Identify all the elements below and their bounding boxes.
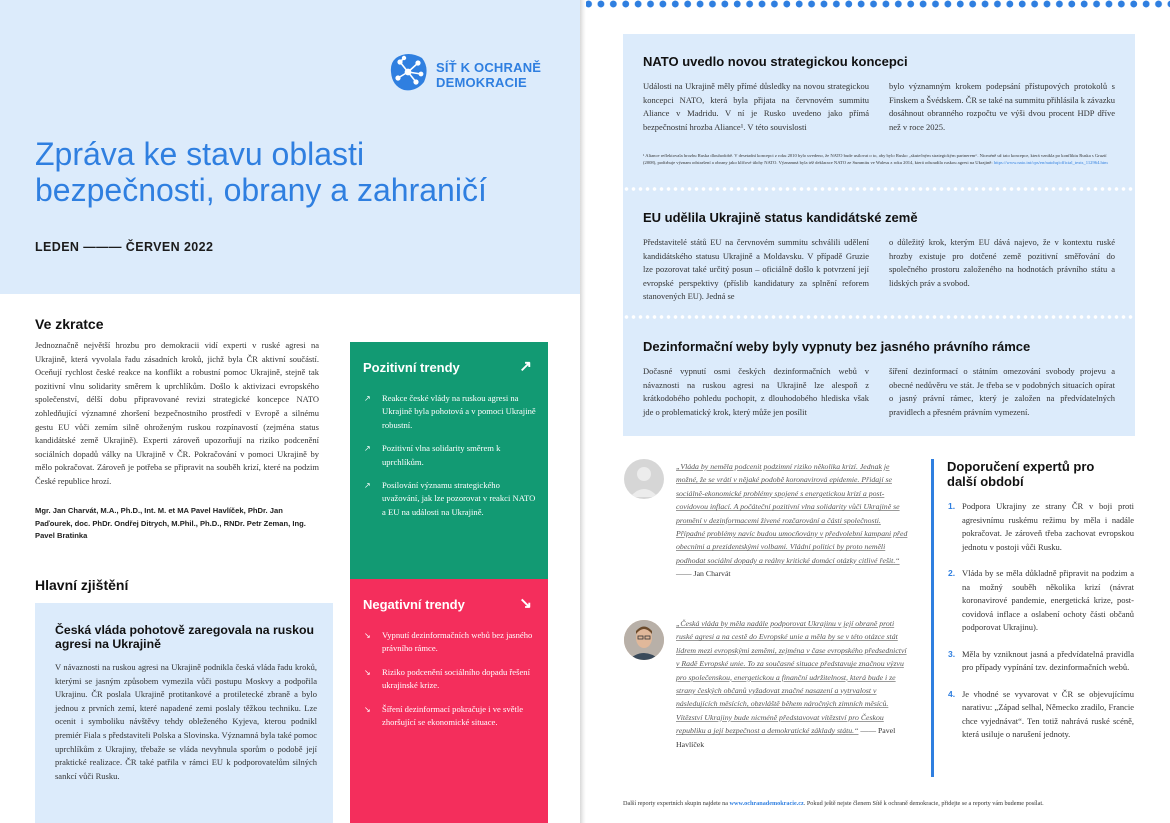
quote-charvat: [676, 460, 908, 581]
logo-line1: SÍŤ K OCHRANĚ: [436, 59, 542, 75]
list-item: 4. Je vhodné se vyvarovat v ČR se objevujícímu narativu: „Západ selhal, Německo zradilo, Francie chce vyjednávat“. Ten totiž nahrává ruské scéně, která usiluje o narušení jednoty.: [948, 688, 1134, 739]
disinfo-col2: šíření dezinformací o státním omezování svobody projevu a obecné nedůvěru ve stát. Je třeba se v podobných situacích opírat o jasný právní rámec, který je založen na předvídatelných pravidlech a přesném právním vymezení.: [889, 366, 1115, 417]
nato-col2: bylo významným krokem podepsání přístupových protokolů s Finskem a Švédskem. ČR se také na summitu přihlásila k závazku dosáhnout obranného rozpočtu ve výši dvou procent HDP dříve než v roce 2025.: [889, 81, 1115, 132]
arrow-up-right-icon: ↗: [364, 394, 371, 403]
news-box: [623, 34, 1135, 436]
summary-authors: Mgr. Jan Charvát, M.A., Ph.D., Int. M. et MA Pavel Havlíček, PhDr. Jan Paďourek, doc. PhDr. Ondřej Ditrych, M.Phil., Ph.D., RNDr. Petr Zeman, Ing. Pavel Bratinka: [35, 506, 306, 541]
page-title: [35, 136, 555, 208]
eu-col2: o důležitý krok, kterým EU dává najevo, že v kontextu ruské hrozby existuje pro dotčené země pozitivní směřování do společného prostoru založeného na hodnotách právního státu a lidských práv a svobod.: [889, 237, 1115, 288]
finding-box: [35, 603, 333, 823]
logo-line2: DEMOKRACIE: [436, 74, 527, 90]
quote-text: „Česká vláda by měla nadále podporovat Ukrajinu v její obraně proti ruské agresi a na cestě do Evropské unie a měla by se v této otázce stát lídrem mezi evropskými zeměmi, zejména v čase evropského předsednictví v Radě Evropské unie. To za současné situace představuje značnou výzvu pro společenskou, energetickou a finanční udržitelnost, která bude i ze strany českých občanů vyžadovat značné nasazení a vytrvalost v následujících měsících, obzvláště během náročných zimních měsíců. Vítězství Ukrajiny bude nicméně představovat vítězství pro Českou republiku a její bezpečnost a demokratické základy státu.“: [676, 619, 907, 736]
nato-title: NATO uvedlo novou strategickou koncepci: [643, 54, 908, 69]
list-item: 3. Měla by vzniknout jasná a předvídatelná pravidla pro případy vypínání tzv. dezinformačních webů.: [948, 648, 1134, 672]
avatar-placeholder: [624, 459, 664, 499]
network-icon: [388, 52, 430, 97]
negative-trends-list: [364, 629, 539, 739]
arrow-down-right-icon: ↘: [519, 595, 532, 612]
arrow-down-right-icon: ↘: [364, 704, 371, 714]
negative-trends-title: Negativní trendy: [363, 597, 465, 612]
report-period: LEDEN ——— ČERVEN 2022: [35, 240, 214, 254]
divider: [623, 314, 1135, 320]
recommendations-list: [948, 500, 1134, 755]
findings-heading: Hlavní zjištění: [35, 577, 129, 593]
eu-title: EU udělila Ukrajině status kandidátské země: [643, 210, 918, 225]
quote-text: „Vláda by neměla podcenit podzimní riziko několika krizí. Jednak je možné, že se vrátí v nějaké podobě koronavirová epidemie. Přidají se sociálně-ekonomické problémy spojené s energetickou krizí a post-covidovou inflací. A počáteční pozitivní vlna solidarity vůči Ukrajině se promění v dezinformacemi živené rozčarování a části společnosti. Případné problémy navíc budou umocňovány v předvolební kampani před obecními a prezidentskými volbami. Vládní politici by proto neměli podhodat sociální dopady a reálny kritické domácí otázky citlivé řešit.“: [676, 462, 908, 565]
footnote-link[interactable]: https://www.nato.int/cps/en/natohq/official_texts_112964.htm: [993, 160, 1108, 165]
title-line1: Zpráva ke stavu oblasti: [35, 136, 365, 172]
arrow-up-right-icon: ↗: [364, 444, 371, 454]
eu-col1: Představitelé států EU na červnovém summitu schválili udělení kandidátského statusu Ukrajině a Moldavsku. V případě Gruzie lze pozorovat také určitý posun – oficiálně došlo k potvrzení její evropské perspektivy (příslib kandidatury za splnění reforem stanovených EU). Jedná se: [643, 237, 869, 302]
arrow-down-right-icon: ↘: [364, 631, 371, 640]
quote-author: —— Jan Charvát: [676, 569, 731, 579]
list-item: ↘ Riziko podcenění sociálního dopadu řešení ukrajinské krize.: [364, 666, 530, 691]
list-item: ↗ Posilování významu strategického uvažování, jak lze pozorovat v reakci NATO a EU na události na Ukrajině.: [364, 480, 536, 517]
recommendations-title: Doporučení expertů pro další období: [947, 459, 1095, 489]
positive-trends-title: Pozitivní trendy: [363, 360, 460, 375]
footer: Další reporty expertních skupin najdete na www.ochranademokracie.cz. Pokud ještě nejste členem Sítě k ochraně demokracie, přidejte se a reporty vám budeme posílat.: [623, 800, 1044, 807]
list-item: ↗ Pozitivní vlna solidarity směrem k uprchlíkům.: [364, 443, 501, 467]
quote-havlicek: [676, 617, 908, 751]
divider: [623, 186, 1135, 192]
list-item: ↘ Šíření dezinformací pokračuje i ve světle zhoršující se ekonomické situace.: [364, 703, 524, 728]
disinfo-title: Dezinformační weby byly vypnuty bez jasného právního rámce: [643, 339, 1031, 354]
finding-title: Česká vláda pohotově zaregovala na ruskou agresi na Ukrajině: [55, 623, 315, 651]
positive-trends-panel: [350, 342, 548, 579]
logo: [388, 52, 541, 97]
list-item: ↗ Reakce české vlády na ruskou agresi na Ukrajině byla pohotová a v pomoci Ukrajině robustní.: [364, 393, 536, 430]
list-item: ↘ Vypnutí dezinformačních webů bez jasného právního rámce.: [364, 630, 533, 654]
recommendations-accent-bar: [931, 459, 934, 777]
summary-text: Jednoznačně největší hrozbu pro demokracii vidí experti v ruské agresi na Ukrajině, která vyvolala řadu zásadních kroků, jichž byla ČR aktivní součástí. Oceňují rychlost české reakce na konflikt a robustní pomoc Ukrajině, stejně tak pozitivní vlnu solidarity směrem k uprchlíkům. Došlo k aktivizaci evropského společenství, délší dobu připravované revizi strategické koncepce NATO zohledňující významné zhoršení bezpečnostního prostředí v Evropě a silnému gestu EU vůči zemím silně ohroženým ruskou rozpínavostí (zejména status kandidátské země Ukrajině). Experti zároveň upozorňují na riziko podcenění sociálních dopadů války na Ukrajině v ČR. Pokračování v pomoci Ukrajině by mělo pokračovat. Zároveň je potřeba se připravit na souběh krizí, které na podzim České republice hrozí.: [35, 340, 319, 486]
positive-trends-list: [364, 392, 539, 529]
nato-col1: Události na Ukrajině měly přímé důsledky na novou strategickou koncepci NATO, která byla přijata na červnovém summitu Aliance v Madridu. V ní je Rusko uvedeno jako přímá bezpečnostní hrozba Aliance¹. V této souvislosti: [643, 81, 869, 132]
page-gutter: [580, 0, 586, 823]
nato-footnote: ¹ Aliance reflektovala hrozbu Ruska dlouhodobě. V desetadní koncepci z roku 2010 bylo uvedeno, že NATO bude usilovat o to, aby bylo Rusko „skutečným strategickým partnerem“. Nicméně už tato koncepce, která vznikla po konfliktu Ruska s Gruzií (2008), podtrhuje význam odstrašení a obrany jako klíčové úlohy NATO. Významná byla též deklarace NATO ze Summitu ve Walesu z roku 2014, která odsoudila ruskou agresi na Ukrajině: https://www.nato.int/cps/en/natohq/official_texts_112964.htm: [643, 153, 1108, 165]
arrow-up-right-icon: ↗: [519, 358, 532, 375]
avatar: [624, 620, 664, 660]
disinfo-col1: Dočasné vypnutí osmi českých dezinformačních webů v návaznosti na ruskou agresi na Ukrajině lze alespoň z krátkodobého pohledu pochopit, z dlouhodobého hlediska však jde o problematický krok, který může jen posílit: [643, 366, 869, 417]
title-line2: bezpečnosti, obrany a zahraničí: [35, 172, 487, 208]
arrow-up-right-icon: ↗: [364, 481, 371, 491]
list-item: 2. Vláda by se měla důkladně připravit na podzim a na možný souběh několika krizí (návrat koronavirové pandemie, energetická krize, post-covidová inflace a oslabení ochoty části občanů podporovat Ukrajinu).: [948, 568, 1134, 632]
list-item: 1. Podpora Ukrajiny ze strany ČR v boji proti agresivnímu ruskému režimu by měla i nadále pokračovat. Je zároveň třeba zachovat evropskou jednotu v postoji vůči Rusku.: [948, 501, 1134, 552]
arrow-down-right-icon: ↘: [364, 667, 371, 677]
quote-author: —— Pavel Havlíček: [676, 726, 896, 749]
finding-text: V návaznosti na ruskou agresi na Ukrajině podnikla česká vláda řadu kroků, kterými se jasným způsobem vymezila vůči postupu Moskvy a podpořila Ukrajinu. ČR poslala Ukrajině protitankové a protiletecké zbraně a bylo jednou z prvních zemí, které napadené zemi poslaly těžkou techniku. Lze ocenit i symboliku návštěvy tehdy obleženého Kyjeva, kterou podnikl premiér Fiala s představiteli Polska a Slovinska. Významná byla také pomoc uprchlíkům z Ukrajiny, třebaže se vláda nevyhnula sporům o podobě její praktické realizace. ČR také patřila v rámci EU k podporovatelům silných sankcí vůči Rusku.: [55, 662, 317, 781]
negative-trends-panel: [350, 579, 548, 823]
summary-heading: Ve zkratce: [35, 316, 104, 332]
footer-link[interactable]: www.ochranademokracie.cz: [729, 800, 804, 807]
